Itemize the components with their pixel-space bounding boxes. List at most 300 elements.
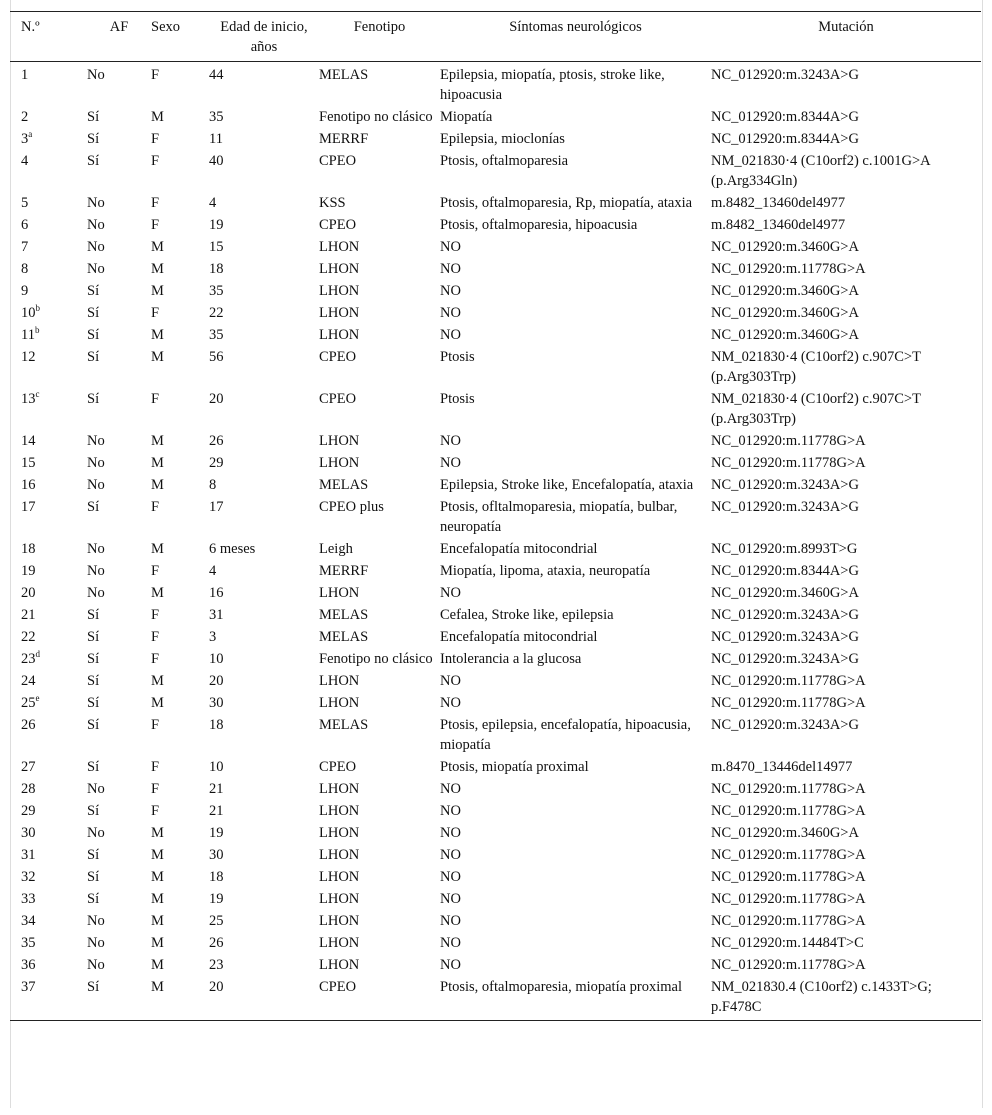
table-row [10,932,981,954]
cell-n-text: 27 [21,759,36,775]
cell-fenotipo [319,670,440,692]
cell-n [10,324,87,346]
cell-sexo [151,604,209,626]
cell-n [10,452,87,474]
cell-sintomas-text: NO [440,891,461,907]
cell-mutacion [711,976,981,1021]
cell-sexo-text: F [151,651,160,667]
cell-sintomas [440,778,711,800]
table-row [10,714,981,756]
cell-n-text: 10 [21,305,36,321]
cell-mutacion [711,324,981,346]
cell-sexo-text: F [151,607,160,623]
cell-mutacion [711,800,981,822]
cell-sexo-text: M [151,979,164,995]
cell-n [10,800,87,822]
cell-n [10,474,87,496]
cell-fenotipo [319,866,440,888]
cell-mutacion [711,214,981,236]
cell-sintomas [440,346,711,388]
cell-sintomas-text: Epilepsia, miopatía, ptosis, stroke like, hipoacusia [440,67,665,103]
cell-mutacion [711,604,981,626]
cell-af-text: Sí [87,759,100,775]
cell-fenotipo [319,604,440,626]
cell-edad [209,888,319,910]
cell-n-text: 13 [21,391,36,407]
cell-edad-text: 4 [209,563,217,579]
cell-sintomas-text: Ptosis, oftalmoparesia, miopatía proximal [440,979,683,995]
cell-mutacion [711,714,981,756]
cell-edad [209,496,319,538]
cell-n [10,258,87,280]
cell-af-text: Sí [87,607,100,623]
cell-fenotipo [319,452,440,474]
table-row [10,888,981,910]
cell-sintomas-text: NO [440,913,461,929]
cell-sintomas [440,62,711,107]
cell-fenotipo-text: CPEO [319,153,357,169]
cell-sexo [151,106,209,128]
cell-n [10,910,87,932]
cell-fenotipo-text: KSS [319,195,346,211]
cell-sintomas [440,214,711,236]
table-row [10,670,981,692]
cell-edad [209,822,319,844]
table-row [10,866,981,888]
cell-edad [209,452,319,474]
cell-n [10,62,87,107]
cell-fenotipo-text: LHON [319,825,360,841]
cell-mutacion [711,62,981,107]
cell-af [87,324,151,346]
table-row [10,474,981,496]
cell-sintomas-text: NO [440,283,461,299]
cell-n [10,302,87,324]
cell-n-text: 35 [21,935,36,951]
cell-sintomas-text: Miopatía, lipoma, ataxia, neuropatía [440,563,651,579]
cell-sexo [151,582,209,604]
cell-af-text: Sí [87,695,100,711]
cell-sintomas-text: NO [440,239,461,255]
cell-af-text: Sí [87,629,100,645]
footnote-marker: d [35,649,40,659]
cell-mutacion-text: NM_021830.4 (C10orf2) c.1433T>G; p.F478C [711,979,932,1015]
cell-edad [209,302,319,324]
cell-n-text: 25 [21,695,36,711]
cell-af-text: Sí [87,131,100,147]
cell-sintomas [440,388,711,430]
cell-mutacion-text: NC_012920:m.3243A>G [711,607,859,623]
header-fenotipo: Fenotipo [353,19,406,35]
cell-mutacion-text: NC_012920:m.3243A>G [711,717,859,733]
cell-af [87,430,151,452]
cell-mutacion [711,866,981,888]
footnote-marker: a [28,129,33,139]
cell-n-text: 2 [21,109,29,125]
cell-mutacion-text: NC_012920:m.11778G>A [711,957,866,973]
cell-af [87,192,151,214]
cell-sexo-text: F [151,781,160,797]
cell-sexo-text: M [151,957,164,973]
cell-sintomas-text: Cefalea, Stroke like, epilepsia [440,607,614,623]
cell-fenotipo-text: Fenotipo no clásico [319,651,433,667]
cell-mutacion [711,236,981,258]
cell-sintomas [440,800,711,822]
cell-af [87,756,151,778]
cell-mutacion-text: NC_012920:m.3243A>G [711,477,859,493]
cell-fenotipo [319,388,440,430]
cell-af [87,604,151,626]
cell-sintomas-text: NO [440,433,461,449]
cell-n [10,714,87,756]
cell-n-text: 14 [21,433,36,449]
cell-fenotipo-text: LHON [319,283,360,299]
cell-edad-text: 8 [209,477,217,493]
cell-n [10,648,87,670]
header-mutacion: Mutación [818,19,874,35]
cell-sexo [151,822,209,844]
cell-n-text: 23 [21,651,36,667]
header-sexo: Sexo [151,19,180,35]
cell-af [87,280,151,302]
cell-sintomas-text: Epilepsia, Stroke like, Encefalopatía, ataxia [440,477,694,493]
cell-sintomas [440,910,711,932]
cell-n [10,538,87,560]
table-row [10,844,981,866]
cell-edad-text: 44 [209,67,224,83]
cell-edad-text: 35 [209,283,224,299]
cell-mutacion-text: NC_012920:m.11778G>A [711,261,866,277]
cell-af-text: Sí [87,391,100,407]
cell-sexo [151,844,209,866]
cell-fenotipo [319,192,440,214]
table-row [10,214,981,236]
cell-sintomas [440,192,711,214]
cell-sintomas [440,560,711,582]
cell-fenotipo-text: MELAS [319,717,369,733]
cell-af [87,626,151,648]
cell-sintomas-text: Ptosis, epilepsia, encefalopatía, hipoacusia, miopatía [440,717,691,753]
cell-mutacion [711,888,981,910]
cell-n [10,670,87,692]
cell-af-text: No [87,541,105,557]
cell-sexo-text: F [151,717,160,733]
cell-fenotipo [319,844,440,866]
cell-sintomas [440,888,711,910]
cell-n-text: 36 [21,957,36,973]
cell-sexo [151,452,209,474]
cell-sexo-text: F [151,195,160,211]
cell-sintomas-text: NO [440,695,461,711]
cell-n-text: 19 [21,563,36,579]
cell-edad [209,910,319,932]
cell-edad [209,560,319,582]
cell-fenotipo [319,474,440,496]
cell-sintomas-text: NO [440,803,461,819]
header-sintomas: Síntomas neurológicos [509,19,642,35]
cell-edad-text: 15 [209,239,224,255]
cell-edad [209,280,319,302]
cell-mutacion-text: NC_012920:m.3460G>A [711,305,859,321]
cell-fenotipo [319,778,440,800]
cell-n-text: 8 [21,261,29,277]
header-edad: Edad de inicio, años [220,19,308,55]
cell-fenotipo-text: LHON [319,305,360,321]
cell-af-text: Sí [87,891,100,907]
cell-sexo-text: M [151,349,164,365]
cell-sexo [151,236,209,258]
cell-mutacion [711,192,981,214]
cell-sintomas-text: Intolerancia a la glucosa [440,651,582,667]
cell-mutacion-text: NC_012920:m.3243A>G [711,651,859,667]
header-row [10,12,981,62]
cell-sintomas-text: Ptosis, oftalmoparesia, hipoacusia [440,217,638,233]
table-row [10,430,981,452]
cell-sintomas [440,496,711,538]
cell-sexo [151,214,209,236]
cell-af [87,648,151,670]
cell-n [10,496,87,538]
footnote-marker: e [35,693,40,703]
cell-fenotipo [319,756,440,778]
cell-fenotipo-text: CPEO [319,979,357,995]
cell-sexo-text: M [151,327,164,343]
cell-mutacion-text: NC_012920:m.3460G>A [711,585,859,601]
cell-sintomas [440,280,711,302]
cell-edad [209,648,319,670]
cell-sexo [151,324,209,346]
cell-af-text: Sí [87,327,100,343]
table-row [10,496,981,538]
cell-edad [209,236,319,258]
cell-n-text: 26 [21,717,36,733]
cell-sintomas [440,692,711,714]
cell-sexo-text: F [151,217,160,233]
cell-edad [209,692,319,714]
table-row [10,648,981,670]
cell-sexo-text: F [151,563,160,579]
cell-sintomas [440,582,711,604]
table-row [10,800,981,822]
cell-mutacion-text: NM_021830·4 (C10orf2) c.907C>T (p.Arg303Trp) [711,391,921,427]
cell-mutacion-text: NC_012920:m.11778G>A [711,695,866,711]
cell-fenotipo-text: LHON [319,803,360,819]
cell-af [87,214,151,236]
cell-af-text: Sí [87,305,100,321]
cell-sintomas-text: Ptosis, oftalmoparesia [440,153,569,169]
cell-n [10,346,87,388]
cell-af-text: No [87,477,105,493]
cell-edad-text: 40 [209,153,224,169]
cell-fenotipo-text: LHON [319,433,360,449]
patients-table [10,11,981,1021]
cell-af-text: No [87,261,105,277]
table-row [10,258,981,280]
cell-sintomas [440,302,711,324]
cell-n [10,192,87,214]
cell-mutacion [711,692,981,714]
cell-mutacion-text: NC_012920:m.11778G>A [711,803,866,819]
cell-sintomas-text: NO [440,305,461,321]
cell-sexo [151,388,209,430]
cell-sintomas [440,866,711,888]
cell-mutacion-text: NC_012920:m.8993T>G [711,541,858,557]
cell-fenotipo [319,648,440,670]
header-n: N.º [21,19,40,35]
cell-edad-text: 11 [209,131,223,147]
cell-sexo [151,538,209,560]
cell-n [10,214,87,236]
table-row [10,756,981,778]
cell-fenotipo-text: LHON [319,673,360,689]
cell-af [87,888,151,910]
cell-mutacion-text: NC_012920:m.11778G>A [711,781,866,797]
cell-n-text: 18 [21,541,36,557]
table-row [10,582,981,604]
cell-af [87,800,151,822]
cell-sintomas [440,236,711,258]
cell-n [10,150,87,192]
cell-af-text: Sí [87,109,100,125]
table-row [10,538,981,560]
cell-fenotipo-text: LHON [319,455,360,471]
cell-sexo [151,932,209,954]
cell-mutacion-text: NC_012920:m.8344A>G [711,563,859,579]
cell-sintomas-text: NO [440,327,461,343]
cell-mutacion [711,582,981,604]
cell-fenotipo [319,214,440,236]
cell-sintomas-text: NO [440,825,461,841]
cell-fenotipo [319,496,440,538]
cell-af [87,560,151,582]
cell-sexo [151,692,209,714]
cell-fenotipo-text: MERRF [319,131,369,147]
cell-n [10,582,87,604]
cell-af-text: Sí [87,153,100,169]
cell-sintomas-text: Encefalopatía mitocondrial [440,629,598,645]
cell-mutacion-text: NC_012920:m.3243A>G [711,499,859,515]
cell-mutacion-text: m.8482_13460del4977 [711,217,846,233]
cell-sintomas-text: NO [440,455,461,471]
cell-edad [209,106,319,128]
cell-sexo [151,756,209,778]
cell-fenotipo-text: LHON [319,781,360,797]
cell-mutacion-text: NC_012920:m.3243A>G [711,629,859,645]
cell-sexo [151,778,209,800]
cell-sexo-text: M [151,585,164,601]
cell-sexo [151,954,209,976]
cell-edad-text: 22 [209,305,224,321]
cell-n-text: 5 [21,195,29,211]
cell-sexo-text: M [151,109,164,125]
cell-edad-text: 19 [209,825,224,841]
cell-fenotipo [319,692,440,714]
cell-fenotipo [319,128,440,150]
cell-mutacion [711,302,981,324]
cell-af [87,954,151,976]
cell-af-text: No [87,825,105,841]
cell-n [10,866,87,888]
cell-fenotipo [319,888,440,910]
cell-n [10,844,87,866]
cell-sintomas-text: Encefalopatía mitocondrial [440,541,598,557]
cell-n-text: 20 [21,585,36,601]
cell-n-text: 7 [21,239,29,255]
cell-sexo-text: M [151,283,164,299]
cell-af [87,258,151,280]
cell-sexo [151,302,209,324]
cell-fenotipo [319,714,440,756]
cell-af-text: Sí [87,979,100,995]
cell-af-text: Sí [87,499,100,515]
cell-fenotipo-text: LHON [319,695,360,711]
cell-sintomas-text: NO [440,869,461,885]
cell-edad-text: 56 [209,349,224,365]
cell-mutacion [711,932,981,954]
cell-fenotipo-text: CPEO [319,217,357,233]
cell-sexo-text: F [151,305,160,321]
cell-sintomas [440,756,711,778]
cell-sexo [151,192,209,214]
table-row [10,692,981,714]
table-row [10,910,981,932]
cell-fenotipo [319,150,440,192]
cell-edad [209,192,319,214]
cell-fenotipo-text: LHON [319,935,360,951]
cell-fenotipo [319,346,440,388]
cell-fenotipo-text: LHON [319,891,360,907]
cell-sexo [151,430,209,452]
cell-fenotipo [319,62,440,107]
cell-n [10,106,87,128]
cell-fenotipo-text: MELAS [319,629,369,645]
cell-edad-text: 20 [209,673,224,689]
cell-edad [209,62,319,107]
cell-n-text: 30 [21,825,36,841]
cell-mutacion [711,474,981,496]
cell-af [87,150,151,192]
table-row [10,954,981,976]
cell-af-text: No [87,217,105,233]
cell-edad-text: 19 [209,217,224,233]
cell-edad [209,670,319,692]
cell-n-text: 11 [21,327,35,343]
cell-mutacion-text: NM_021830·4 (C10orf2) c.907C>T (p.Arg303Trp) [711,349,921,385]
cell-sintomas [440,648,711,670]
cell-edad [209,474,319,496]
cell-fenotipo [319,976,440,1021]
cell-mutacion [711,560,981,582]
cell-edad [209,626,319,648]
cell-af [87,496,151,538]
cell-edad-text: 26 [209,935,224,951]
cell-sintomas-text: Ptosis, miopatía proximal [440,759,589,775]
cell-sexo-text: M [151,673,164,689]
cell-sintomas [440,714,711,756]
cell-mutacion-text: NC_012920:m.11778G>A [711,913,866,929]
cell-sintomas [440,954,711,976]
cell-n [10,932,87,954]
cell-edad [209,866,319,888]
table-row [10,346,981,388]
cell-af-text: No [87,781,105,797]
cell-edad-text: 25 [209,913,224,929]
cell-edad-text: 17 [209,499,224,515]
cell-edad [209,346,319,388]
cell-sintomas-text: Ptosis [440,391,475,407]
cell-af [87,106,151,128]
cell-af [87,62,151,107]
